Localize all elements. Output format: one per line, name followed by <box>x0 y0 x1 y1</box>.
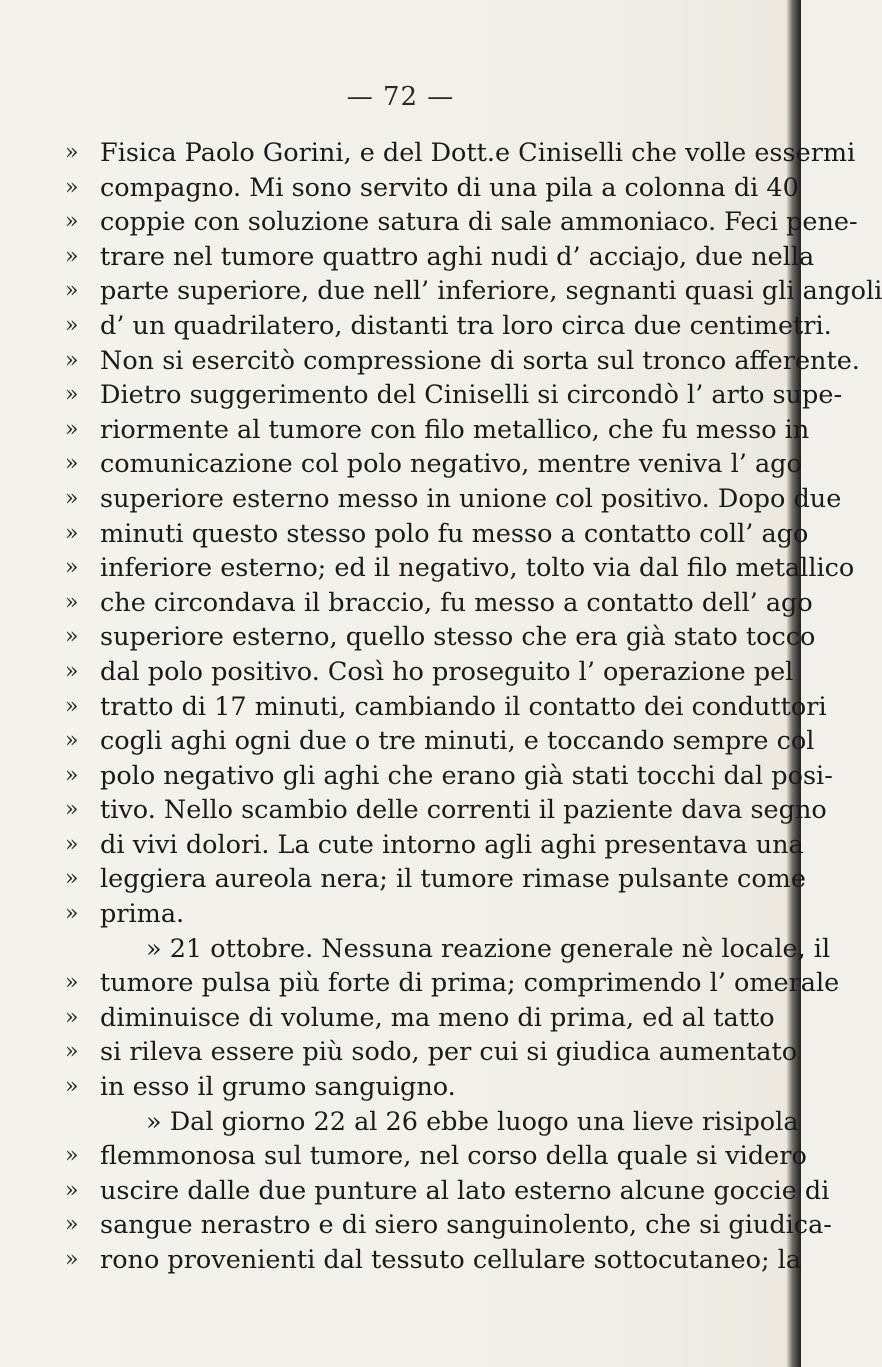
line-text: cogli aghi ogni due o tre minuti, e toccando sempre col <box>100 726 815 757</box>
line-text: d’ un quadrilatero, distanti tra loro circa due centimetri. <box>100 310 832 341</box>
text-line <box>0 309 832 344</box>
quotation-mark: » <box>65 209 79 235</box>
text-line <box>0 620 816 655</box>
line-text: minuti questo stesso polo fu messo a contatto coll’ ago <box>100 518 809 549</box>
line-text: prima. <box>100 899 185 930</box>
text-line <box>0 1243 801 1278</box>
line-text: superiore esterno messo in unione col positivo. Dopo due <box>100 483 842 514</box>
line-text: comunicazione col polo negativo, mentre veniva l’ ago <box>100 449 802 480</box>
quotation-mark: » <box>65 416 79 442</box>
text-line <box>0 828 804 863</box>
quotation-mark: » <box>65 140 79 165</box>
quotation-mark: » <box>65 970 79 996</box>
line-text: che circondava il braccio, fu messo a contatto dell’ ago <box>100 587 813 618</box>
line-text: trare nel tumore quattro aghi nudi d’ acciajo, due nella <box>100 241 815 272</box>
text-line <box>0 344 860 379</box>
line-text: » Dal giorno 22 al 26 ebbe luogo una lieve risipola <box>146 1106 799 1137</box>
quotation-mark: » <box>65 1212 79 1238</box>
text-line <box>0 793 827 828</box>
text-line <box>0 447 801 482</box>
quotation-mark: » <box>65 278 79 304</box>
text-line <box>0 586 813 621</box>
quotation-mark: » <box>65 624 79 650</box>
quotation-mark: » <box>65 555 79 581</box>
quotation-mark: » <box>65 1074 79 1100</box>
text-line <box>0 759 833 794</box>
quotation-mark: » <box>65 1004 79 1030</box>
line-text: compagno. Mi sono servito di una pila a colonna di 40 <box>100 172 799 203</box>
line-text: inferiore esterno; ed il negativo, tolto via dal filo metallico <box>100 553 855 584</box>
text-line <box>0 1001 801 1036</box>
line-text: coppie con soluzione satura di sale ammoniaco. Feci pene- <box>100 207 858 238</box>
line-text: leggiera aureola nera; il tumore rimase pulsante come <box>100 864 806 895</box>
text-line <box>0 690 827 725</box>
quotation-mark: » <box>65 762 79 788</box>
quotation-mark: » <box>65 347 79 373</box>
line-text: diminuisce di volume, ma meno di prima, ed al tatto <box>100 1002 775 1033</box>
line-text: si rileva essere più sodo, per cui si giudica aumentato <box>100 1037 798 1068</box>
text-line <box>0 240 815 275</box>
text-line <box>0 655 801 690</box>
text-line <box>0 413 810 448</box>
quotation-mark: » <box>65 1177 79 1203</box>
quotation-mark: » <box>65 1247 79 1272</box>
line-text: Non si esercitò compressione di sorta sul tronco afferente. <box>100 345 860 376</box>
line-text: tratto di 17 minuti, cambiando il contatto dei conduttori <box>100 691 827 722</box>
text-line <box>0 1035 801 1070</box>
quotation-mark: » <box>65 728 79 754</box>
text-line <box>0 897 801 932</box>
line-text: parte superiore, due nell’ inferiore, segnanti quasi gli angoli <box>100 276 882 307</box>
text-line <box>0 966 840 1001</box>
text-line <box>0 724 815 759</box>
body-text <box>0 136 882 1278</box>
quotation-mark: » <box>65 312 79 338</box>
quotation-mark: » <box>65 243 79 269</box>
quotation-mark: » <box>65 520 79 546</box>
text-line <box>0 1070 801 1105</box>
text-line <box>0 517 809 552</box>
text-line <box>0 1139 807 1174</box>
line-text: in esso il grumo sanguigno. <box>100 1072 456 1103</box>
page-number: — 72 — <box>346 82 455 112</box>
line-text: sangue nerastro e di siero sanguinolento, che si giudica- <box>100 1210 832 1241</box>
text-line <box>0 482 842 517</box>
line-text: Dietro suggerimento del Ciniselli si circondò l’ arto supe- <box>100 380 843 411</box>
text-line <box>0 378 843 413</box>
quotation-mark: » <box>65 901 79 927</box>
line-text: tivo. Nello scambio delle correnti il paziente dava segno <box>100 795 827 826</box>
quotation-mark: » <box>65 451 79 477</box>
line-text: di vivi dolori. La cute intorno agli aghi presentava una <box>100 829 804 860</box>
quotation-mark: » <box>65 831 79 857</box>
quotation-mark: » <box>65 797 79 823</box>
quotation-mark: » <box>65 382 79 408</box>
text-line <box>0 551 855 586</box>
quotation-mark: » <box>65 174 79 200</box>
text-line <box>0 1174 830 1209</box>
line-text: Fisica Paolo Gorini, e del Dott.e Ciniselli che volle essermi <box>100 138 856 168</box>
text-line <box>0 1208 832 1243</box>
line-text: superiore esterno, quello stesso che era già stato tocco <box>100 622 816 653</box>
line-text: tumore pulsa più forte di prima; comprimendo l’ omerale <box>100 968 840 999</box>
quotation-mark: » <box>65 485 79 511</box>
quotation-mark: » <box>65 658 79 684</box>
line-text: rono provenienti dal tessuto cellulare sottocutaneo; la <box>100 1245 802 1275</box>
quotation-mark: » <box>65 1039 79 1065</box>
quotation-mark: » <box>65 866 79 892</box>
text-line <box>0 862 806 897</box>
text-line <box>0 1105 801 1140</box>
text-line <box>0 932 831 967</box>
line-text: flemmonosa sul tumore, nel corso della quale si videro <box>100 1141 807 1172</box>
line-text: polo negativo gli aghi che erano già stati tocchi dal posi- <box>100 760 833 791</box>
quotation-mark: » <box>65 589 79 615</box>
quotation-mark: » <box>65 1143 79 1169</box>
line-text: riormente al tumore con filo metallico, che fu messo in <box>100 414 810 445</box>
line-text: dal polo positivo. Così ho proseguito l’ operazione pel <box>100 656 794 687</box>
text-line <box>0 171 801 206</box>
line-text: » 21 ottobre. Nessuna reazione generale nè locale, il <box>146 933 831 964</box>
text-line <box>0 205 858 240</box>
text-line <box>0 274 882 309</box>
line-text: uscire dalle due punture al lato esterno alcune goccie di <box>100 1175 830 1206</box>
text-line <box>0 136 856 171</box>
quotation-mark: » <box>65 693 79 719</box>
